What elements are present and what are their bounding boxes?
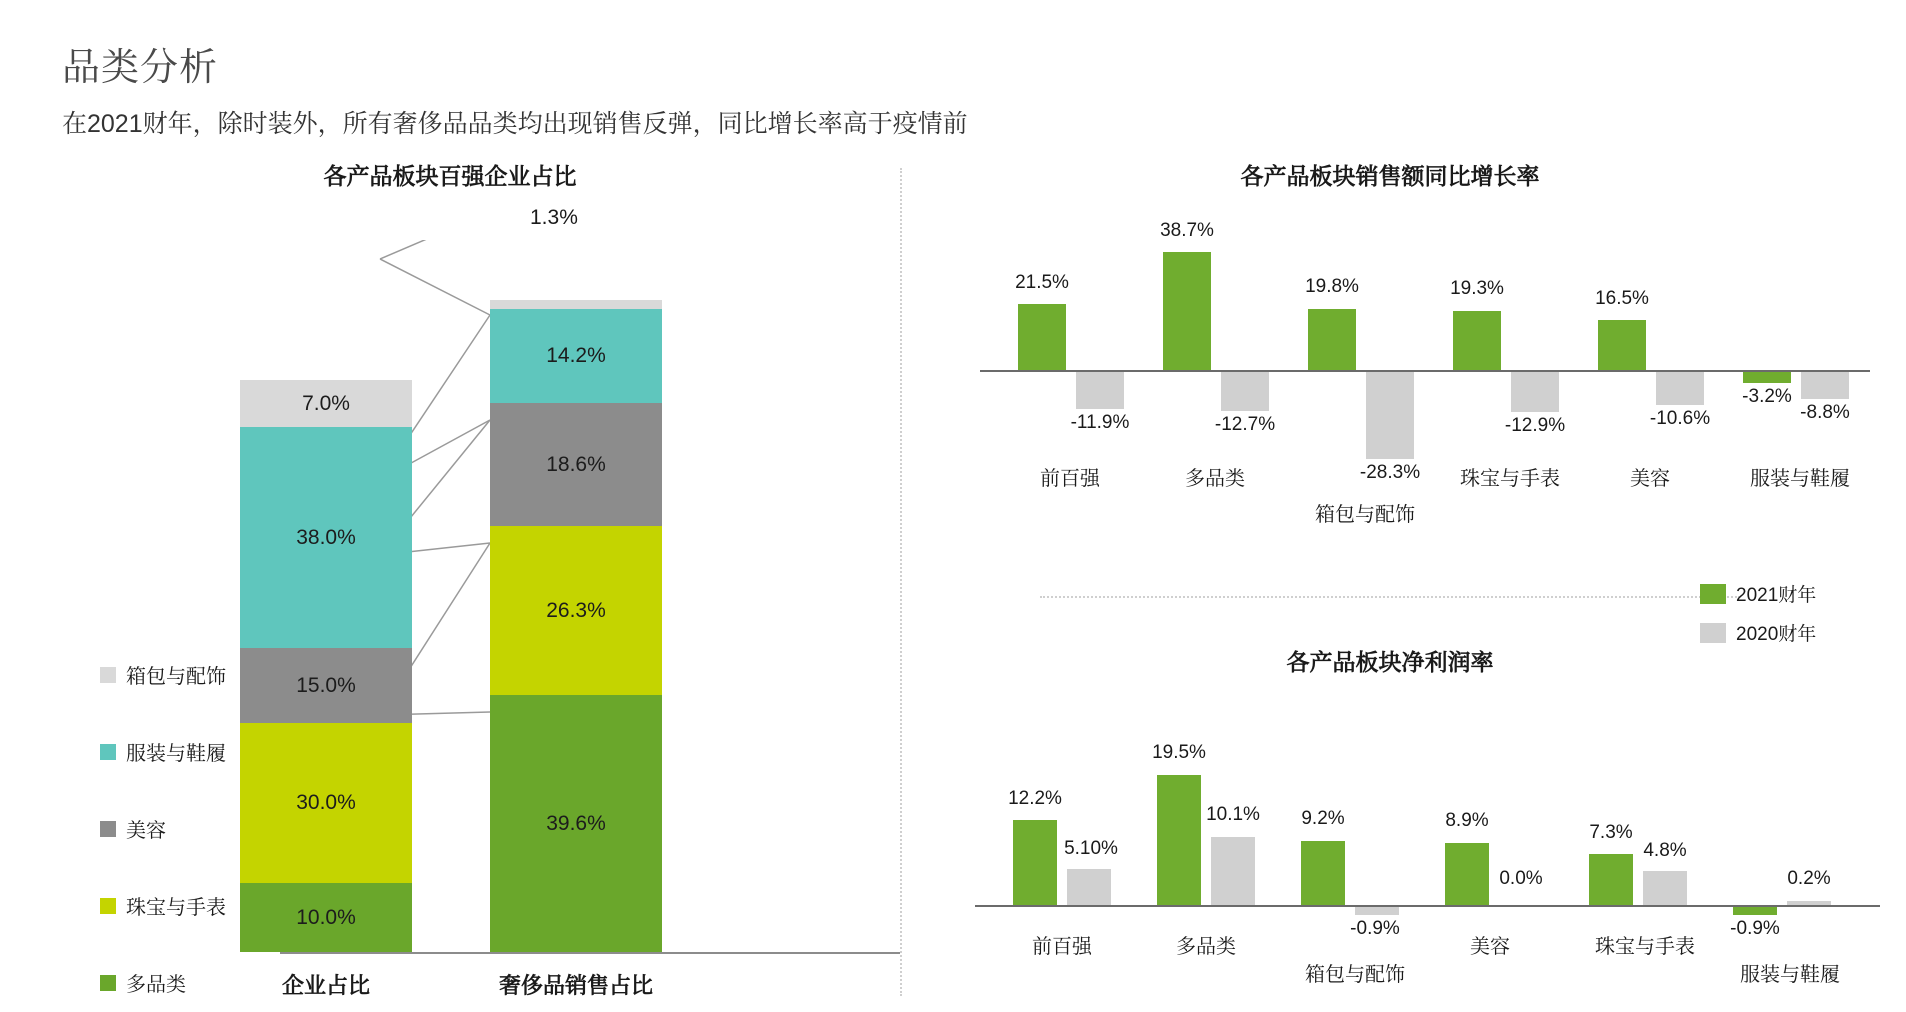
bar-2020-3 xyxy=(1366,372,1414,459)
legend-swatch-icon xyxy=(100,821,116,837)
m-cat-label-2: 多品类 xyxy=(1176,936,1236,958)
growth-bar-chart xyxy=(980,210,1890,526)
cat-label-4: 珠宝与手表 xyxy=(1460,468,1560,490)
chart-title-stacked: 各产品板块百强企业占比 xyxy=(323,163,577,189)
bar-label-2021-5: 16.5% xyxy=(1595,288,1649,309)
legend-swatch-icon xyxy=(100,667,116,683)
stack-baseline xyxy=(280,952,900,954)
segment-jewelry-c1: 30.0% xyxy=(240,723,412,883)
cat-label-6: 服装与鞋履 xyxy=(1750,468,1850,490)
chart-title-growth: 各产品板块销售额同比增长率 xyxy=(1240,163,1540,189)
vertical-divider xyxy=(900,168,902,996)
m-bar-label-2021-5: 7.3% xyxy=(1589,822,1633,843)
bar-label-2020-5: -10.6% xyxy=(1649,408,1711,429)
m-bar-2021-3 xyxy=(1301,841,1345,905)
page-title: 品类分析 xyxy=(62,47,219,89)
m-bar-2021-2 xyxy=(1157,775,1201,905)
bar-2020-1 xyxy=(1076,372,1124,409)
legend-item-fy2020 xyxy=(1700,619,1816,646)
margin-bar-chart xyxy=(965,690,1895,990)
segment-beauty-c2: 18.6% xyxy=(490,403,662,526)
cat-label-3: 箱包与配饰 xyxy=(1315,504,1415,526)
m-bar-label-2021-2: 19.5% xyxy=(1152,742,1206,763)
m-bar-2020-5 xyxy=(1643,871,1687,905)
m-cat-label-4: 美容 xyxy=(1470,936,1510,958)
m-bar-label-2021-3: 9.2% xyxy=(1301,808,1345,829)
m-bar-label-2020-4: 0.0% xyxy=(1499,868,1543,889)
bar-2021-3 xyxy=(1308,309,1356,370)
bar-label-2021-6: -3.2% xyxy=(1742,386,1792,407)
segment-multi-c1: 10.0% xyxy=(240,883,412,952)
legend-label: 珠宝与手表 xyxy=(126,897,226,919)
m-bar-label-2020-5: 4.8% xyxy=(1643,840,1687,861)
m-bar-label-2020-3: -0.9% xyxy=(1350,918,1400,939)
legend-swatch-icon xyxy=(1700,584,1726,604)
bar-label-2021-4: 19.3% xyxy=(1450,278,1504,299)
legend-item-beauty xyxy=(100,814,280,843)
m-bar-label-2021-6: -0.9% xyxy=(1730,918,1780,939)
m-cat-label-6: 服装与鞋履 xyxy=(1740,964,1840,986)
bar-2021-1 xyxy=(1018,304,1066,370)
bar-2020-6 xyxy=(1801,372,1849,399)
m-bar-label-2020-6: 0.2% xyxy=(1787,868,1831,889)
bar-2020-2 xyxy=(1221,372,1269,411)
segment-apparel-c2: 14.2% xyxy=(490,309,662,403)
bar-label-2020-6: -8.8% xyxy=(1800,402,1850,423)
page-subtitle: 在2021财年，除时装外，所有奢侈品品类均出现销售反弹，同比增长率高于疫情前 xyxy=(62,110,968,138)
m-bar-2021-1 xyxy=(1013,820,1057,905)
m-bar-label-2020-1: 5.10% xyxy=(1064,838,1118,859)
stacked-bar-chart xyxy=(60,206,900,1000)
stack-xlabel-2: 奢侈品销售占比 xyxy=(498,973,653,998)
bar-label-2021-1: 21.5% xyxy=(1015,272,1069,293)
cat-label-1: 前百强 xyxy=(1040,468,1100,490)
cat-label-5: 美容 xyxy=(1630,468,1670,490)
m-bar-label-2021-4: 8.9% xyxy=(1445,810,1489,831)
legend-label: 多品类 xyxy=(126,974,186,996)
bar-label-2020-4: -12.9% xyxy=(1504,415,1566,436)
stack-column-sales xyxy=(490,300,662,952)
segment-apparel-c1: 38.0% xyxy=(240,427,412,648)
legend-label: 美容 xyxy=(126,820,166,842)
m-cat-label-5: 珠宝与手表 xyxy=(1595,936,1695,958)
legend-label: 服装与鞋履 xyxy=(126,743,226,765)
segment-bags-c2-label: 1.3% xyxy=(530,206,578,229)
m-cat-label-1: 前百强 xyxy=(1032,936,1092,958)
segment-beauty-c1: 15.0% xyxy=(240,648,412,723)
m-bar-label-2020-2: 10.1% xyxy=(1206,804,1260,825)
m-bar-2020-3 xyxy=(1355,907,1399,915)
m-bar-label-2021-1: 12.2% xyxy=(1008,788,1062,809)
m-bar-2020-1 xyxy=(1067,869,1111,905)
bar-2020-4 xyxy=(1511,372,1559,412)
legend-swatch-icon xyxy=(100,975,116,991)
bar-label-2020-1: -11.9% xyxy=(1070,412,1130,433)
chart-title-margin: 各产品板块净利润率 xyxy=(1286,649,1494,675)
m-bar-2020-6 xyxy=(1787,901,1831,905)
legend-label: 2020财年 xyxy=(1736,624,1817,645)
legend-swatch-icon xyxy=(1700,623,1726,643)
bar-label-2021-3: 19.8% xyxy=(1305,276,1359,297)
bar-2021-2 xyxy=(1163,252,1211,370)
segment-bags-c1: 7.0% xyxy=(240,380,412,427)
legend-swatch-icon xyxy=(100,898,116,914)
m-cat-label-3: 箱包与配饰 xyxy=(1305,964,1405,986)
legend-swatch-icon xyxy=(100,744,116,760)
bar-2021-6 xyxy=(1743,372,1791,383)
legend-categories xyxy=(100,660,280,1012)
stack-xlabel-1: 企业占比 xyxy=(281,973,370,998)
bar-label-2021-2: 38.7% xyxy=(1160,220,1214,241)
horizontal-divider xyxy=(1040,596,1740,598)
legend-item-jewelry xyxy=(100,891,280,920)
segment-multi-c2: 39.6% xyxy=(490,695,662,952)
bar-label-2020-2: -12.7% xyxy=(1214,414,1276,435)
legend-item-fy2021 xyxy=(1700,580,1816,607)
legend-item-multi xyxy=(100,968,280,997)
bar-2021-5 xyxy=(1598,320,1646,370)
legend-label: 2021财年 xyxy=(1736,585,1817,606)
bar-2021-4 xyxy=(1453,311,1501,370)
legend-years xyxy=(1700,580,1816,658)
legend-item-apparel xyxy=(100,737,280,766)
cat-label-2: 多品类 xyxy=(1185,468,1245,490)
bar-2020-5 xyxy=(1656,372,1704,405)
m-bar-2020-2 xyxy=(1211,837,1255,905)
segment-bags-c2 xyxy=(490,300,662,309)
legend-item-bags xyxy=(100,660,280,689)
m-bar-2021-6 xyxy=(1733,907,1777,915)
legend-label: 箱包与配饰 xyxy=(126,666,226,688)
bar-label-2020-3: -28.3% xyxy=(1359,462,1421,483)
segment-jewelry-c2: 26.3% xyxy=(490,526,662,695)
